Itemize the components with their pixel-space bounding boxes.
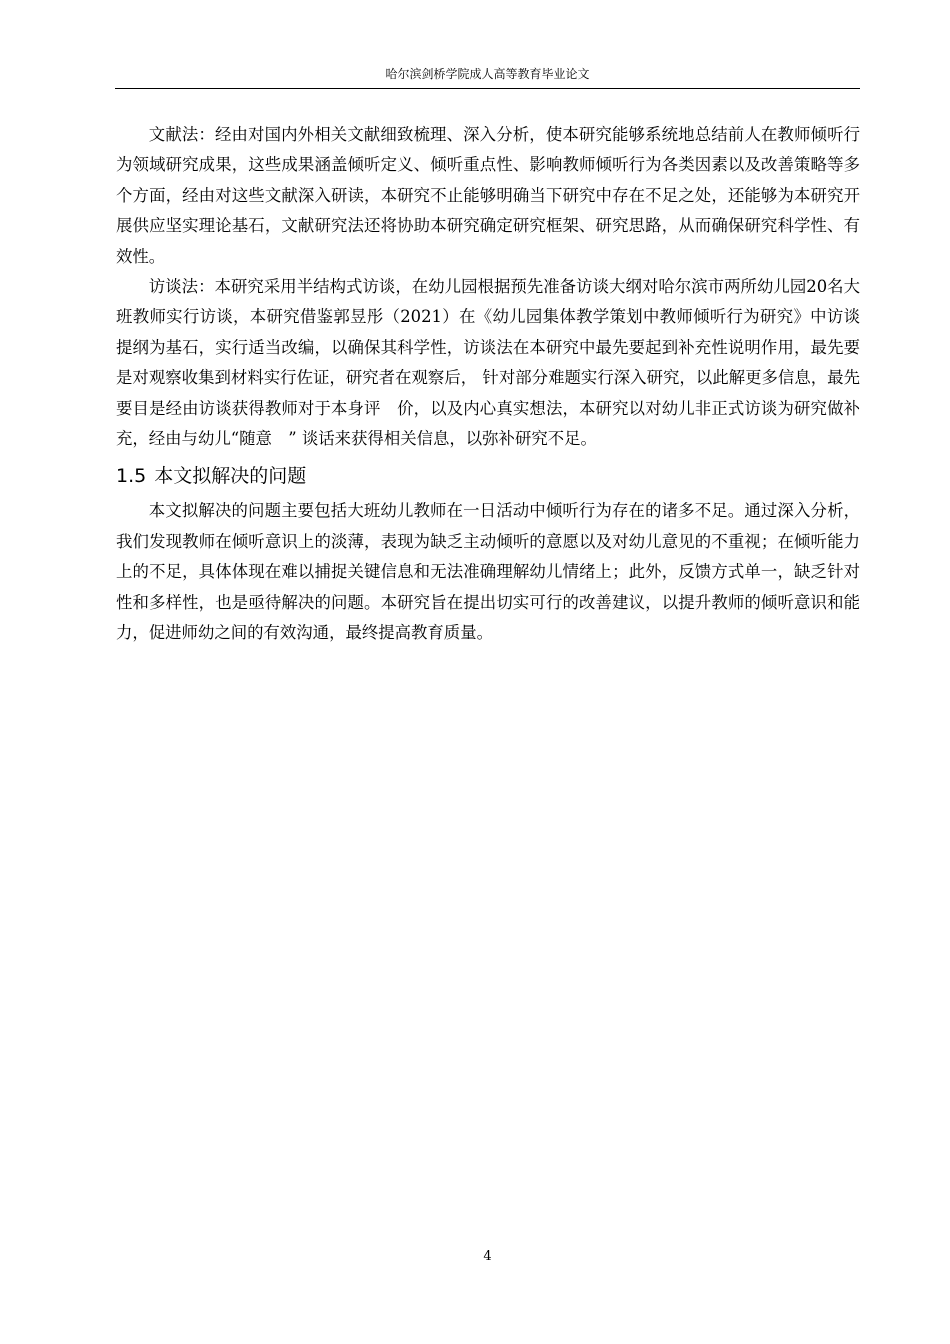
section-title: 本文拟解决的问题	[154, 465, 307, 488]
paragraph-interview-method: 访谈法：本研究采用半结构式访谈，在幼儿园根据预先准备访谈大纲对哈尔滨市两所幼儿园20名大班教师实行访谈，本研究借鉴郭昱彤（2021）在《幼儿园集体教学策划中教师倾听行为研究》中访谈提纲为基石，实行适当改编，以确保其科学性，访谈法在本研究中最先要起到补充性说明作用，最先要是对观察收集到材料实行佐证，研究者在观察后， 针对部分难题实行深入研究，以此解更多信息，最先要目是经由访谈获得教师对于本身评 价，以及内心真实想法，本研究以对幼儿非正式访谈为研究做补充，经由与幼儿“随意 ” 谈话来获得相关信息，以弥补研究不足。	[116, 277, 860, 449]
section-number: 1.5	[116, 465, 147, 488]
page-number: 4	[483, 1249, 492, 1264]
header-divider	[115, 88, 860, 89]
page-body	[116, 120, 860, 649]
section-heading	[116, 460, 860, 492]
page-header: 哈尔滨剑桥学院成人高等教育毕业论文	[385, 67, 590, 81]
paragraph-literature-method: 文献法：经由对国内外相关文献细致梳理、深入分析，使本研究能够系统地总结前人在教师倾听行为领域研究成果，这些成果涵盖倾听定义、倾听重点性、影响教师倾听行为各类因素以及改善策略等多个方面，经由对这些文献深入研读，本研究不止能够明确当下研究中存在不足之处，还能够为本研究开展供应坚实理论基石，文献研究法还将协助本研究确定研究框架、研究思路，从而确保研究科学性、有效性。	[116, 125, 860, 266]
paragraph-problems: 本文拟解决的问题主要包括大班幼儿教师在一日活动中倾听行为存在的诸多不足。通过深入分析，我们发现教师在倾听意识上的淡薄，表现为缺乏主动倾听的意愿以及对幼儿意见的不重视；在倾听能力上的不足，具体体现在难以捕捉关键信息和无法准确理解幼儿情绪上；此外，反馈方式单一，缺乏针对性和多样性，也是亟待解决的问题。本研究旨在提出切实可行的改善建议，以提升教师的倾听意识和能力，促进师幼之间的有效沟通，最终提高教育质量。	[116, 501, 860, 643]
